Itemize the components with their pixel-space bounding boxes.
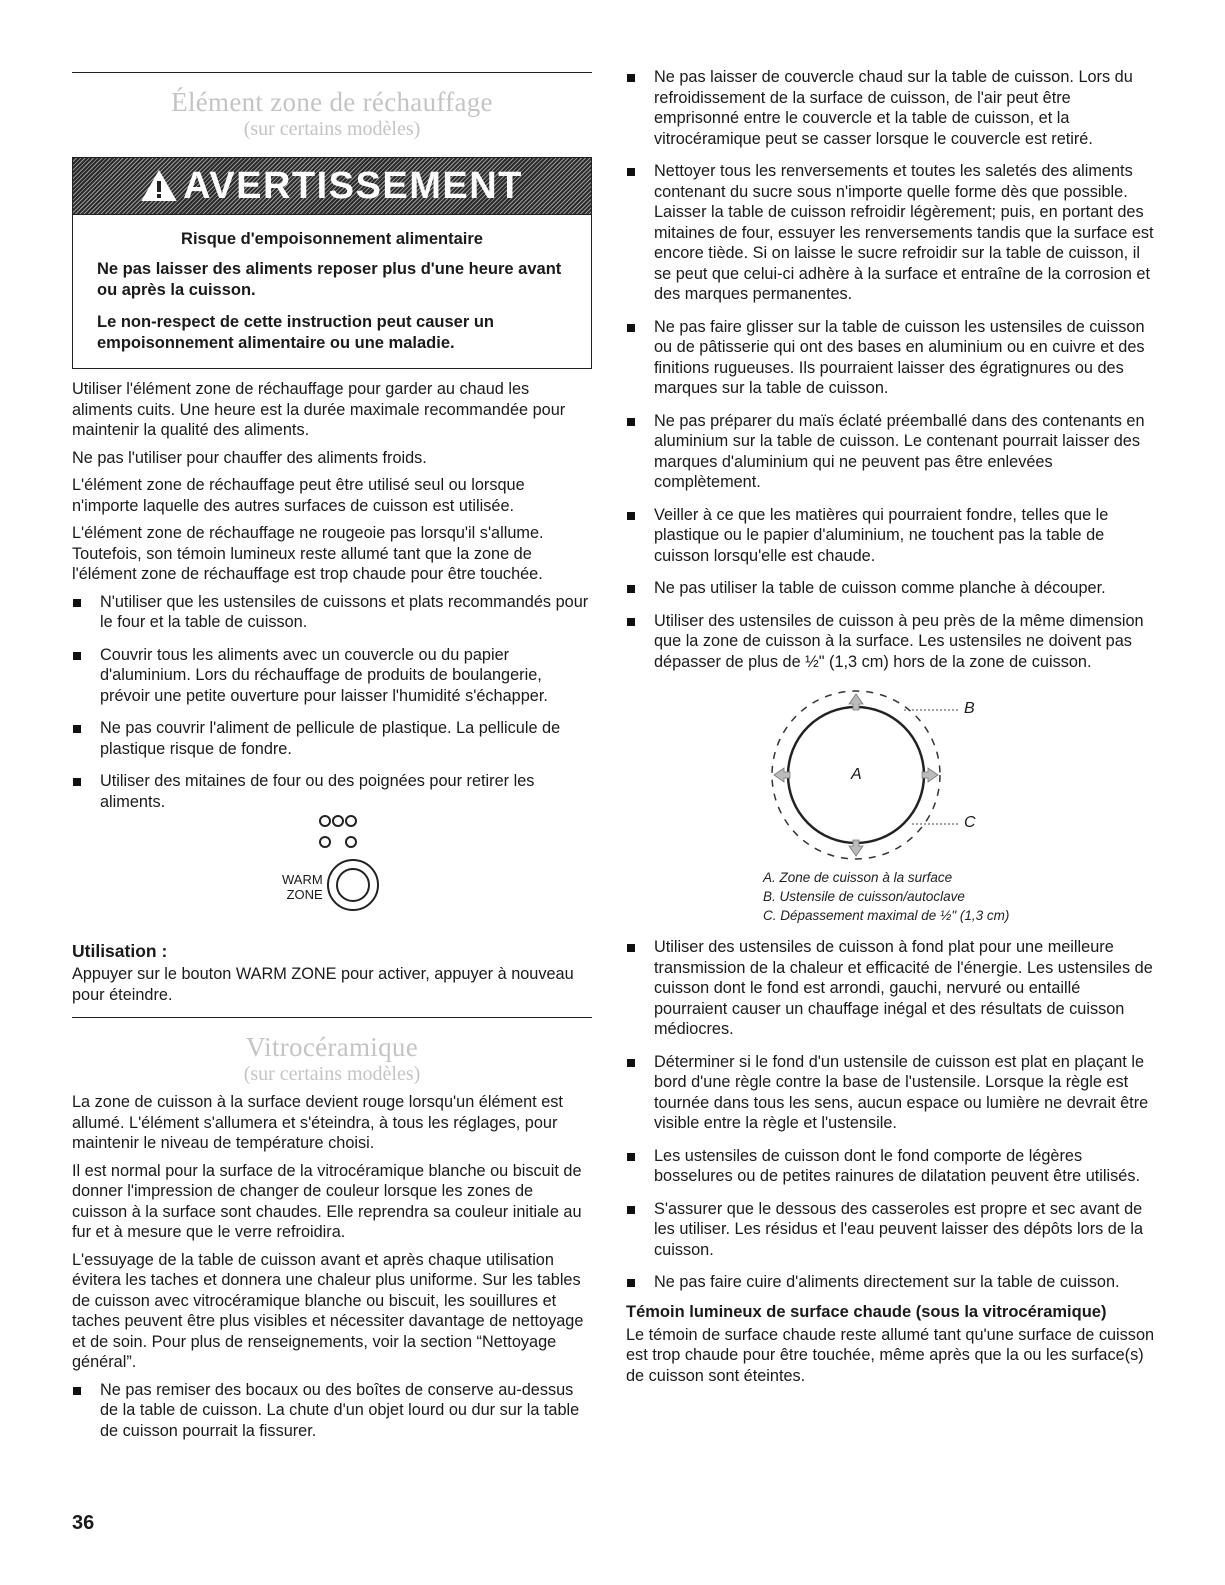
hot-surface-heading: Témoin lumineux de surface chaude (sous la vitrocéramique)	[626, 1302, 1107, 1321]
paragraph: L'essuyage de la table de cuisson avant et après chaque utilisation évitera les taches et donnera une chaleur plus uniforme. Sur les tables de cuisson avec vitrocéramique blanche ou biscuit, les souillures et taches peuvent être plus visibles et nécessiter davantage de nettoyage et de soin. Pour plus de renseignements, voir la section “Nettoyage général”.	[72, 1250, 584, 1371]
square-bullet-icon	[627, 1153, 635, 1161]
warm-zone-label	[282, 872, 323, 902]
paragraph: L'élément zone de réchauffage peut être utilisé seul ou lorsque n'importe laquelle des autres surfaces de cuisson est utilisée.	[72, 476, 525, 515]
list-item-text: Nettoyer tous les renversements et toutes les saletés des aliments contenant du sucre sous n'importe quelle forme dès que possible. Laisser la table de cuisson refroidir légèrement; puis, en portant des mitaines de four, essuyer les renversements tandis que la surface est encore tiède. Si on laisse le sucre refroidir sur la table de cuisson, il se peut que celui-ci adhère à la surface et entraîne de la corrosion et des marques permanentes.	[654, 162, 1154, 303]
right-column	[626, 67, 1156, 1393]
caption: C. Dépassement maximal de ½" (1,3 cm)	[763, 908, 1010, 923]
left-column	[72, 0, 592, 1453]
list-item-text: Couvrir tous les aliments avec un couvercle ou du papier d'aluminium. Lors du réchauffage de produits de boulangerie, prévoir une petite ouverture pour laisser l'humidité s'échapper.	[100, 645, 548, 705]
square-bullet-icon	[627, 618, 635, 626]
list-item-text: Ne pas couvrir l'aliment de pellicule de plastique. La pellicule de plastique risque de fondre.	[100, 719, 561, 758]
paragraph: Il est normal pour la surface de la vitrocéramique blanche ou biscuit de donner l'impression de changer de couleur lorsque les zones de cuisson à la surface sont chaudes. Elle reprendra sa couleur initiale au fur et à mesure que le verre refroidira.	[72, 1161, 582, 1241]
section-subtitle-warm-zone: (sur certains modèles)	[243, 118, 421, 140]
warm-zone-label-line2: ZONE	[286, 887, 323, 902]
list-item-text: Ne pas remiser des bocaux ou des boîtes de conserve au-dessus de la table de cuisson. La chute d'un objet lourd ou dur sur la table de cuisson pourrait la fissurer.	[100, 1380, 580, 1440]
warning-header	[73, 158, 591, 215]
square-bullet-icon	[627, 1206, 635, 1214]
section-divider	[72, 72, 592, 73]
diagram-label-b: B	[964, 700, 975, 717]
square-bullet-icon	[627, 585, 635, 593]
list-item	[72, 1380, 592, 1442]
paragraph: Utiliser l'élément zone de réchauffage pour garder au chaud les aliments cuits. Une heure est la durée maximale recommandée pour maintenir la qualité des aliments.	[72, 380, 566, 439]
list-item	[626, 161, 1156, 305]
list-item	[626, 411, 1156, 493]
list-item	[626, 1199, 1156, 1261]
list-item	[626, 1272, 1156, 1293]
warning-triangle-icon	[141, 170, 177, 202]
warm-zone-tips-list	[72, 592, 592, 813]
list-item-text: Utiliser des ustensiles de cuisson à peu près de la même dimension que la zone de cuisson à la surface. Les ustensiles ne doivent pas dépasser de plus de ½" (1,3 cm) hors de la zone de cuisson.	[654, 611, 1144, 671]
list-item-text: N'utiliser que les ustensiles de cuissons et plats recommandés pour le four et la table de cuisson.	[100, 592, 589, 631]
list-item	[626, 1052, 1156, 1134]
square-bullet-icon	[627, 74, 635, 82]
caption: A. Zone de cuisson à la surface	[763, 870, 953, 885]
square-bullet-icon	[73, 725, 81, 733]
warning-risk: Risque d'empoisonnement alimentaire	[181, 230, 483, 248]
list-item	[72, 592, 592, 633]
section-divider	[72, 1017, 592, 1018]
warning-box	[72, 157, 592, 369]
warm-zone-button-icon	[326, 858, 380, 912]
list-item	[626, 937, 1156, 1040]
warm-zone-label-line1: WARM	[282, 872, 323, 887]
diagram-captions	[763, 868, 1156, 925]
square-bullet-icon	[73, 599, 81, 607]
paragraph: La zone de cuisson à la surface devient rouge lorsqu'un élément est allumé. L'élément s'allumera et s'éteindra, à tous les réglages, pour maintenir le niveau de température choisi.	[72, 1093, 563, 1152]
list-item	[626, 67, 1156, 149]
list-item-text: S'assurer que le dessous des casseroles est propre et sec avant de les utiliser. Les résidus et l'eau peuvent laisser des dépôts lors de la cuisson.	[654, 1199, 1144, 1259]
paragraph: L'élément zone de réchauffage ne rougeoie pas lorsqu'il s'allume. Toutefois, son témoin lumineux reste allumé tant que la zone de l'élément zone de réchauffage est trop chaude pour être touchée.	[72, 524, 544, 583]
paragraph: Ne pas l'utiliser pour chauffer des aliments froids.	[72, 448, 427, 467]
square-bullet-icon	[627, 944, 635, 952]
cooktop-care-list	[626, 67, 1156, 672]
list-item-text: Ne pas préparer du maïs éclaté préemballé dans des contenants en aluminium sur la table de cuisson. Le contenant pourrait laisser des marques d'aluminium qui ne peuvent pas être enlevées complètement.	[654, 411, 1145, 491]
square-bullet-icon	[627, 418, 635, 426]
list-item	[626, 317, 1156, 399]
list-item-text: Utiliser des mitaines de four ou des poignées pour retirer les aliments.	[100, 772, 535, 811]
square-bullet-icon	[627, 324, 635, 332]
list-item	[626, 505, 1156, 567]
cooktop-zones-icon	[318, 812, 358, 854]
square-bullet-icon	[627, 168, 635, 176]
list-item-text: Ne pas faire glisser sur la table de cuisson les ustensiles de cuisson ou de pâtisserie qui ont des bases en aluminium ou en cuivre et des finitions rugueuses. Ils pourraient laisser des égratignures ou des marques sur la table de cuisson.	[654, 317, 1145, 397]
page-number: 36	[72, 1512, 95, 1534]
utilisation-heading: Utilisation :	[72, 941, 168, 961]
warm-zone-description	[72, 379, 592, 585]
square-bullet-icon	[73, 652, 81, 660]
warning-consequence: Le non-respect de cette instruction peut causer un empoisonnement alimentaire ou une maladie.	[97, 313, 494, 352]
list-item	[72, 645, 592, 707]
list-item	[626, 1146, 1156, 1187]
warning-title: AVERTISSEMENT	[183, 164, 523, 207]
warning-instruction: Ne pas laisser des aliments reposer plus d'une heure avant ou après la cuisson.	[97, 260, 562, 299]
utilisation-text: Appuyer sur le bouton WARM ZONE pour activer, appuyer à nouveau pour éteindre.	[72, 965, 574, 1004]
hot-surface-text: Le témoin de surface chaude reste allumé tant qu'une surface de cuisson est trop chaude pour être touchée, même après que la ou les surface(s) de cuisson sont éteintes.	[626, 1325, 1155, 1385]
list-item	[72, 771, 592, 812]
list-item-text: Utiliser des ustensiles de cuisson à fond plat pour une meilleure transmission de la chaleur et efficacité de l'énergie. Les ustensiles de cuisson dont le fond est arrondi, gauchi, nervuré ou entaillé pourraient causer un chauffage inégal et des résultats de cuisson médiocres.	[654, 938, 1153, 1038]
list-item	[626, 578, 1156, 599]
list-item-text: Les ustensiles de cuisson dont le fond comporte de légères bosselures ou de petites rainures de dilatation peuvent être utilisés.	[654, 1146, 1141, 1185]
square-bullet-icon	[73, 1387, 81, 1395]
vitro-tips-list	[72, 1380, 592, 1442]
list-item	[626, 611, 1156, 673]
diagram-label-c: C	[964, 814, 976, 831]
warning-body	[73, 215, 591, 368]
cookware-tips-list	[626, 937, 1156, 1293]
list-item-text: Ne pas laisser de couvercle chaud sur la table de cuisson. Lors du refroidissement de la surface de cuisson, de l'air peut être emprisonné entre le couvercle et la table de cuisson, et la vitrocéramique peut se casser lorsque le couvercle est retiré.	[654, 68, 1133, 148]
warm-zone-control-illustration	[72, 812, 592, 940]
list-item-text: Ne pas faire cuire d'aliments directement sur la table de cuisson.	[654, 1273, 1120, 1291]
square-bullet-icon	[627, 1279, 635, 1287]
list-item-text: Veiller à ce que les matières qui pourraient fondre, telles que le plastique ou le papier d'aluminium, ne touchent pas la table de cuisson lorsqu'elle est chaude.	[654, 505, 1109, 565]
section-subtitle-vitroceramique: (sur certains modèles)	[243, 1063, 421, 1085]
square-bullet-icon	[73, 778, 81, 786]
caption: B. Ustensile de cuisson/autoclave	[763, 889, 965, 904]
cookware-size-diagram	[626, 686, 1156, 864]
diagram-label-a: A	[851, 766, 862, 783]
list-item-text: Déterminer si le fond d'un ustensile de cuisson est plat en plaçant le bord d'une règle contre la base de l'ustensile. Lorsque la règle est tournée dans tous les sens, aucun espace ou lumière ne devrait être visible entre la règle et l'ustensile.	[654, 1052, 1149, 1132]
square-bullet-icon	[627, 1059, 635, 1067]
section-title-warm-zone: Élément zone de réchauffage	[171, 87, 493, 117]
list-item	[72, 718, 592, 759]
list-item-text: Ne pas utiliser la table de cuisson comme planche à découper.	[654, 579, 1106, 597]
square-bullet-icon	[627, 512, 635, 520]
section-title-vitroceramique: Vitrocéramique	[245, 1032, 418, 1062]
